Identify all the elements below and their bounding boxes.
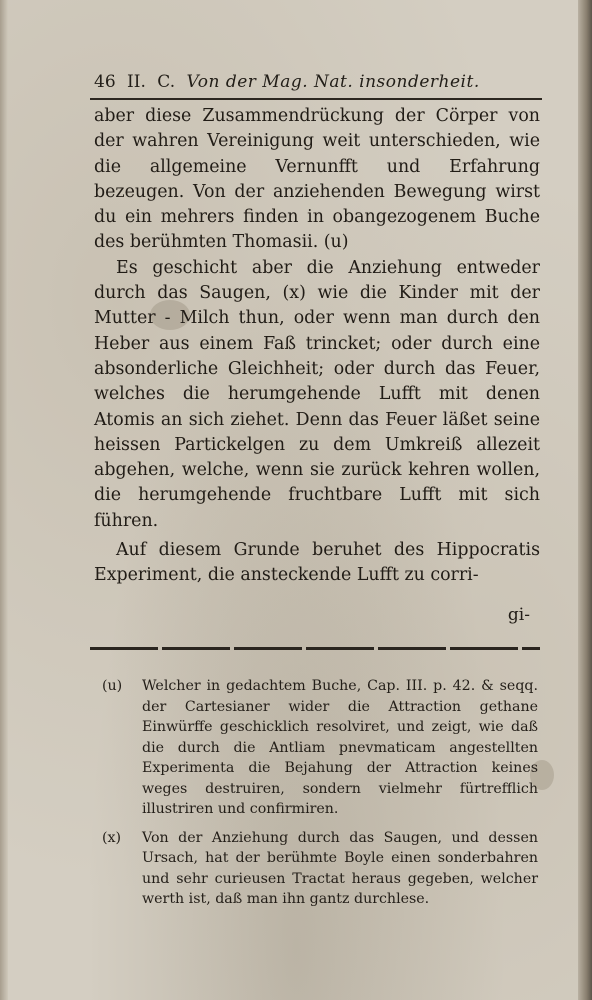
footnotes	[102, 676, 538, 918]
running-title: Von der Mag. Nat. insonderheit.	[186, 72, 480, 92]
footnote-text: Von der Anziehung durch das Saugen, und dessen Ursach, hat der berühmte Boyle einen sonderbahren und sehr curieusen Tractat heraus gegeben, welcher werth ist, daß man ihn gantz durchlese.	[142, 829, 538, 907]
running-header	[94, 72, 540, 98]
page-left-edge	[0, 0, 8, 1000]
paragraph: aber diese Zusammendrückung der Cörper von der wahren Vereinigung weit unterschieden, wie die allgemeine Vernunfft und Erfahrung bezeugen. Von der anziehenden Bewegung wirst du ein mehrers finden in obangezogenem Buche des berühmten Thomasii. (u)	[94, 106, 540, 253]
header-rule	[90, 98, 542, 100]
paragraph: Es geschicht aber die Anziehung entweder durch das Saugen, (x) wie die Kinder mit der Mutter - Milch thun, oder wenn man durch den Heber aus einem Faß trincket; oder durch eine absonderliche Gleichheit; oder durch das Feuer, welches die herumgehende Lufft mit denen Atomis an sich ziehet. Denn das Feuer läßet seine heissen Partickelgen zu dem Umkreiß allezeit abgehen, welche, wenn sie zurück kehren wollen, die herumgehende fruchtbare Lufft mit sich führen.	[94, 257, 540, 531]
section-number: II.	[127, 72, 146, 92]
footnote-text: Welcher in gedachtem Buche, Cap. III. p. 42. & seqq. der Cartesianer wider die Attraction gethane Einwürffe geschicklich resolviret, und zeigt, wie daß die durch die Antliam pnevmaticam angestellten Experimenta die Bejahung der Attraction keines weges destruiren, sondern vielmehr fürtrefflich illustriren und confirmiren.	[142, 678, 538, 817]
footnote	[102, 676, 538, 820]
footnote-separator-rule	[90, 647, 540, 650]
main-text	[94, 104, 540, 589]
footnote-mark: (x)	[102, 829, 122, 846]
paragraph: Auf diesem Grunde beruhet des Hippocratis Experiment, die ansteckende Lufft zu corri-	[94, 540, 540, 586]
footnote-mark: (u)	[102, 678, 123, 694]
page-number: 46	[94, 72, 116, 92]
section-letter: C.	[157, 72, 176, 92]
page-right-edge	[578, 0, 592, 1000]
catchword: gi-	[507, 605, 530, 625]
footnote	[102, 828, 538, 910]
